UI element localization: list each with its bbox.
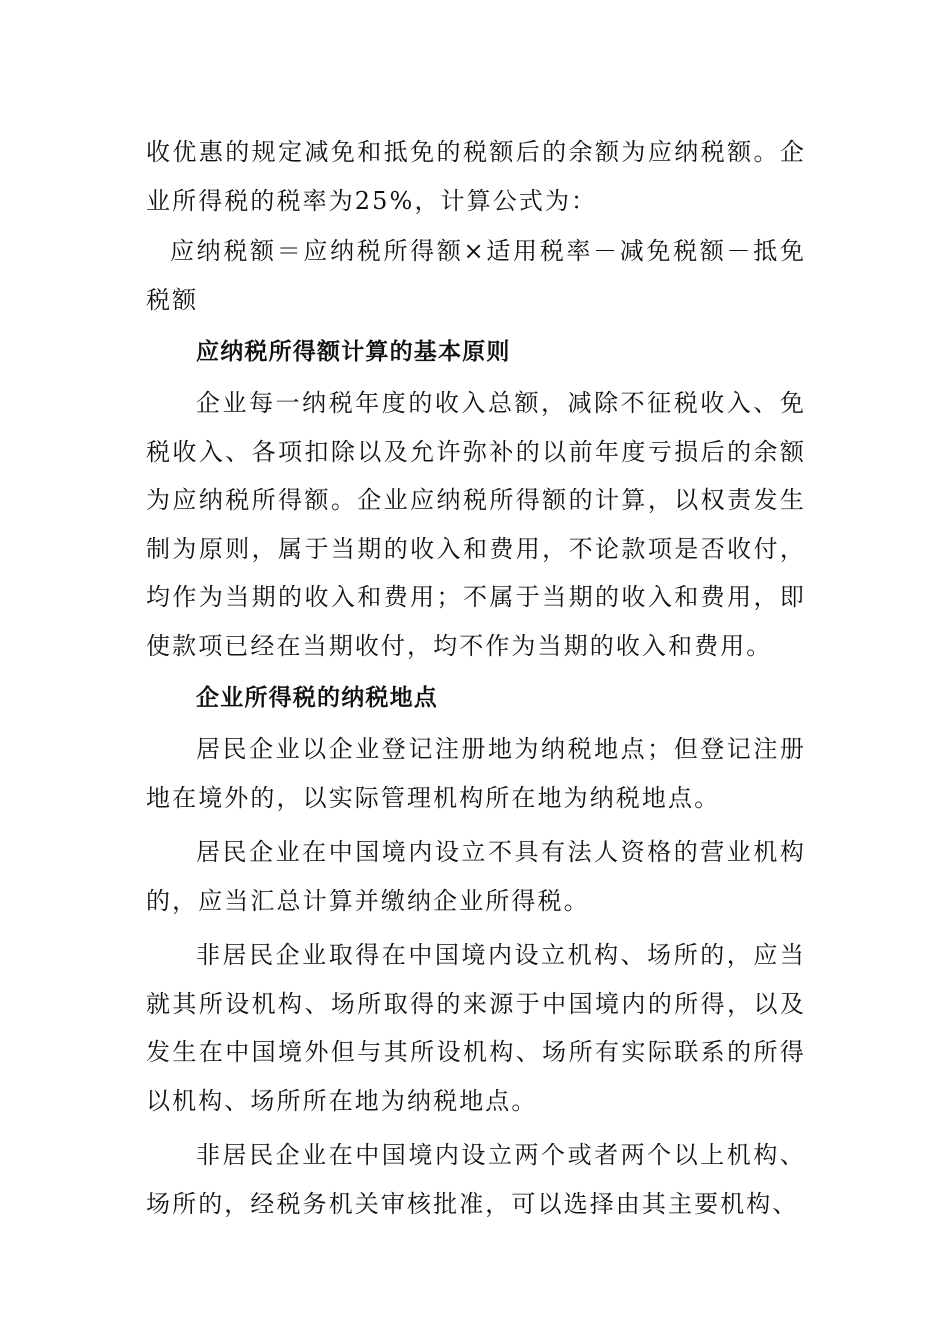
paragraph-tax-payable: 收优惠的规定减免和抵免的税额后的余额为应纳税额。企业所得税的税率为25%，计算公式为： (146, 138, 806, 215)
document-body (146, 128, 806, 1228)
paragraph-nonresident-multiple: 非居民企业在中国境内设立两个或者两个以上机构、场所的，经税务机关审核批准，可以选择由其主要机构、 (146, 1141, 806, 1218)
paragraph-taxable-income: 企业每一纳税年度的收入总额，减除不征税收入、免税收入、各项扣除以及允许弥补的以前年度亏损后的余额为应纳税所得额。企业应纳税所得额的计算，以权责发生制为原则，属于当期的收入和费用，不论款项是否收付，均作为当期的收入和费用；不属于当期的收入和费用，即使款项已经在当期收付，均不作为当期的收入和费用。 (146, 389, 806, 660)
formula-line: 应纳税额＝应纳税所得额×适用税率－减免税额－抵免税额 (146, 237, 806, 314)
paragraph-resident-branches: 居民企业在中国境内设立不具有法人资格的营业机构的，应当汇总计算并缴纳企业所得税。 (146, 838, 806, 915)
section-heading-taxable-income-principles: 应纳税所得额计算的基本原则 (196, 339, 511, 365)
paragraph-resident-location: 居民企业以企业登记注册地为纳税地点；但登记注册地在境外的，以实际管理机构所在地为纳税地点。 (146, 735, 806, 812)
section-heading-tax-location: 企业所得税的纳税地点 (196, 685, 438, 711)
paragraph-nonresident-establishment: 非居民企业取得在中国境内设立机构、场所的，应当就其所设机构、场所取得的来源于中国境内的所得，以及发生在中国境外但与其所设机构、场所有实际联系的所得以机构、场所所在地为纳税地点。 (146, 941, 806, 1115)
